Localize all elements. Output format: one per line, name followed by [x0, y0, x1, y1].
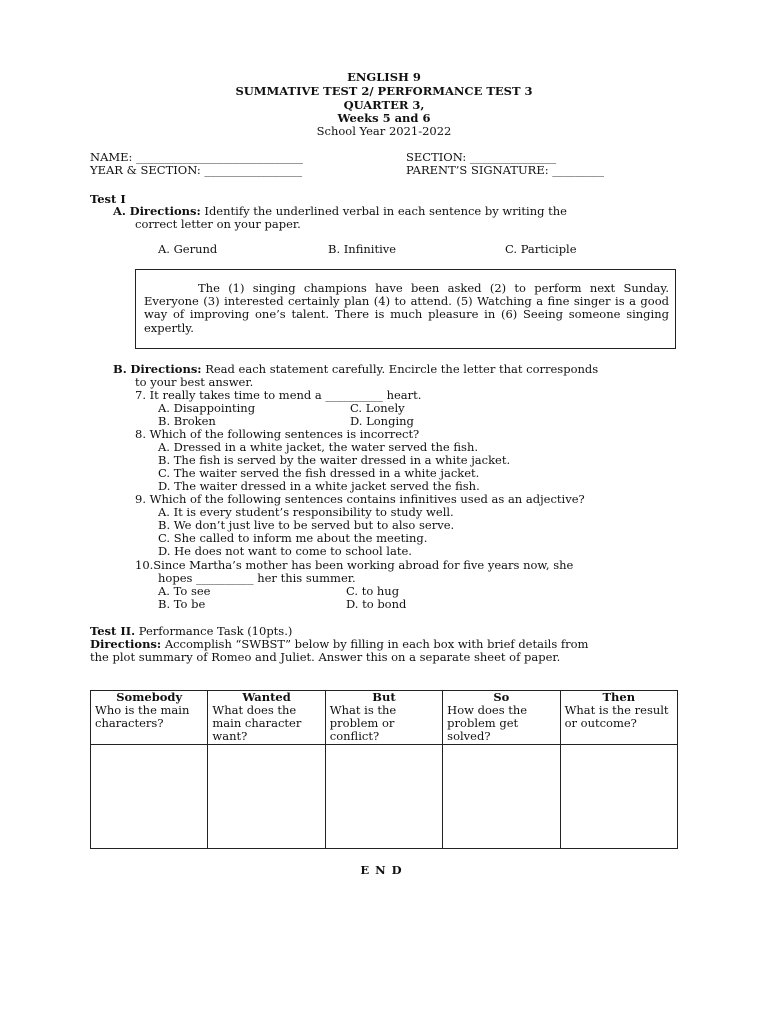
- choice-gerund: A. Gerund: [158, 242, 218, 256]
- choice-infinitive: B. Infinitive: [328, 242, 397, 256]
- q7-option-c: C. Lonely: [350, 401, 405, 415]
- column-prompt: What is the result or outcome?: [564, 703, 669, 730]
- q7-option-a: A. Disappointing: [158, 401, 256, 415]
- section-a-directions-text: Identify the underlined verbal in each sentence by writing the: [204, 204, 567, 218]
- column-title: So: [493, 690, 510, 704]
- passage-text: The (1) singing champions have been asked (2) to perform next Sunday. Everyone (3) interested certainly plan (4) to attend. (5) Watching a fine singer is a good way of improving one’s talent. There is much pleasure in (6) Seeing someone singing expertly.: [144, 281, 669, 335]
- swbst-col-wanted: [208, 691, 325, 745]
- swbst-table: [90, 690, 678, 849]
- column-prompt: Who is the main characters?: [95, 703, 190, 730]
- choice-participle: C. Participle: [505, 242, 577, 256]
- q10-option-a: A. To see: [158, 584, 211, 598]
- q8-option-c: C. The waiter served the fish dressed in a white jacket.: [158, 466, 480, 480]
- test1-title: Test I: [90, 192, 126, 206]
- q9-option-c: C. She called to inform me about the meeting.: [158, 531, 428, 545]
- weeks-label: Weeks 5 and 6: [337, 111, 431, 125]
- section-a-directions-line2: correct letter on your paper.: [135, 217, 301, 231]
- section-field: SECTION: _______________: [406, 150, 557, 164]
- answer-cell-but: [325, 745, 442, 849]
- swbst-col-then: [560, 691, 677, 745]
- question-8: 8. Which of the following sentences is incorrect?: [135, 427, 420, 441]
- swbst-col-somebody: [91, 691, 208, 745]
- swbst-answer-row: [91, 745, 678, 849]
- column-title: But: [372, 690, 396, 704]
- section-a-marker: A.: [113, 204, 126, 218]
- q10-option-d: D. to bond: [346, 597, 407, 611]
- school-year: School Year 2021-2022: [316, 124, 452, 138]
- q8-option-b: B. The fish is served by the waiter dressed in a white jacket.: [158, 453, 511, 467]
- swbst-col-so: [443, 691, 560, 745]
- q9-option-d: D. He does not want to come to school late.: [158, 544, 412, 558]
- test-title: SUMMATIVE TEST 2/ PERFORMANCE TEST 3: [235, 84, 533, 98]
- swbst-header-row: [91, 691, 678, 745]
- q8-option-d: D. The waiter dressed in a white jacket served the fish.: [158, 479, 480, 493]
- section-b-directions-label: Directions:: [130, 362, 202, 376]
- year-section-field: YEAR & SECTION: _________________: [90, 163, 303, 177]
- test2-title-rest: Performance Task (10pts.): [138, 624, 293, 638]
- column-prompt: How does the problem get solved?: [447, 703, 528, 743]
- quarter-label: QUARTER 3,: [343, 98, 425, 112]
- question-10-line2: hopes __________ her this summer.: [158, 571, 356, 585]
- q10-option-c: C. to hug: [346, 584, 400, 598]
- column-prompt: What is the problem or conflict?: [329, 703, 397, 743]
- answer-cell-wanted: [208, 745, 325, 849]
- answer-cell-then: [560, 745, 677, 849]
- question-10: 10.Since Martha’s mother has been working abroad for five years now, she: [135, 558, 574, 572]
- parent-signature-field: PARENT’S SIGNATURE: _________: [406, 163, 605, 177]
- test2-title: Test II.: [90, 624, 136, 638]
- column-title: Then: [602, 690, 636, 704]
- test2-directions-line2: the plot summary of Romeo and Juliet. Answer this on a separate sheet of paper.: [90, 650, 561, 664]
- question-9: 9. Which of the following sentences contains infinitives used as an adjective?: [135, 492, 585, 506]
- section-b-directions-line2: to your best answer.: [135, 375, 254, 389]
- q9-option-b: B. We don’t just live to be served but to also serve.: [158, 518, 455, 532]
- answer-cell-somebody: [91, 745, 208, 849]
- swbst-col-but: [325, 691, 442, 745]
- section-b-directions-text: Read each statement carefully. Encircle the letter that corresponds: [205, 362, 599, 376]
- test2-directions-text: Accomplish “SWBST” below by filling in each box with brief details from: [164, 637, 589, 651]
- q9-option-a: A. It is every student’s responsibility to study well.: [158, 505, 454, 519]
- end-marker: END: [360, 863, 408, 877]
- q7-option-d: D. Longing: [350, 414, 414, 428]
- answer-cell-so: [443, 745, 560, 849]
- column-title: Wanted: [242, 690, 291, 704]
- section-a-directions-label: Directions:: [129, 204, 201, 218]
- section-b-marker: B.: [113, 362, 127, 376]
- test2-directions-label: Directions:: [90, 637, 162, 651]
- question-7: 7. It really takes time to mend a __________ heart.: [135, 388, 422, 402]
- column-title: Somebody: [116, 690, 183, 704]
- name-field: NAME: _____________________________: [90, 150, 303, 164]
- q7-option-b: B. Broken: [158, 414, 216, 428]
- column-prompt: What does the main character want?: [212, 703, 302, 743]
- q8-option-a: A. Dressed in a white jacket, the water served the fish.: [158, 440, 479, 454]
- passage-box: [135, 269, 676, 349]
- subject-title: ENGLISH 9: [347, 70, 421, 84]
- q10-option-b: B. To be: [158, 597, 206, 611]
